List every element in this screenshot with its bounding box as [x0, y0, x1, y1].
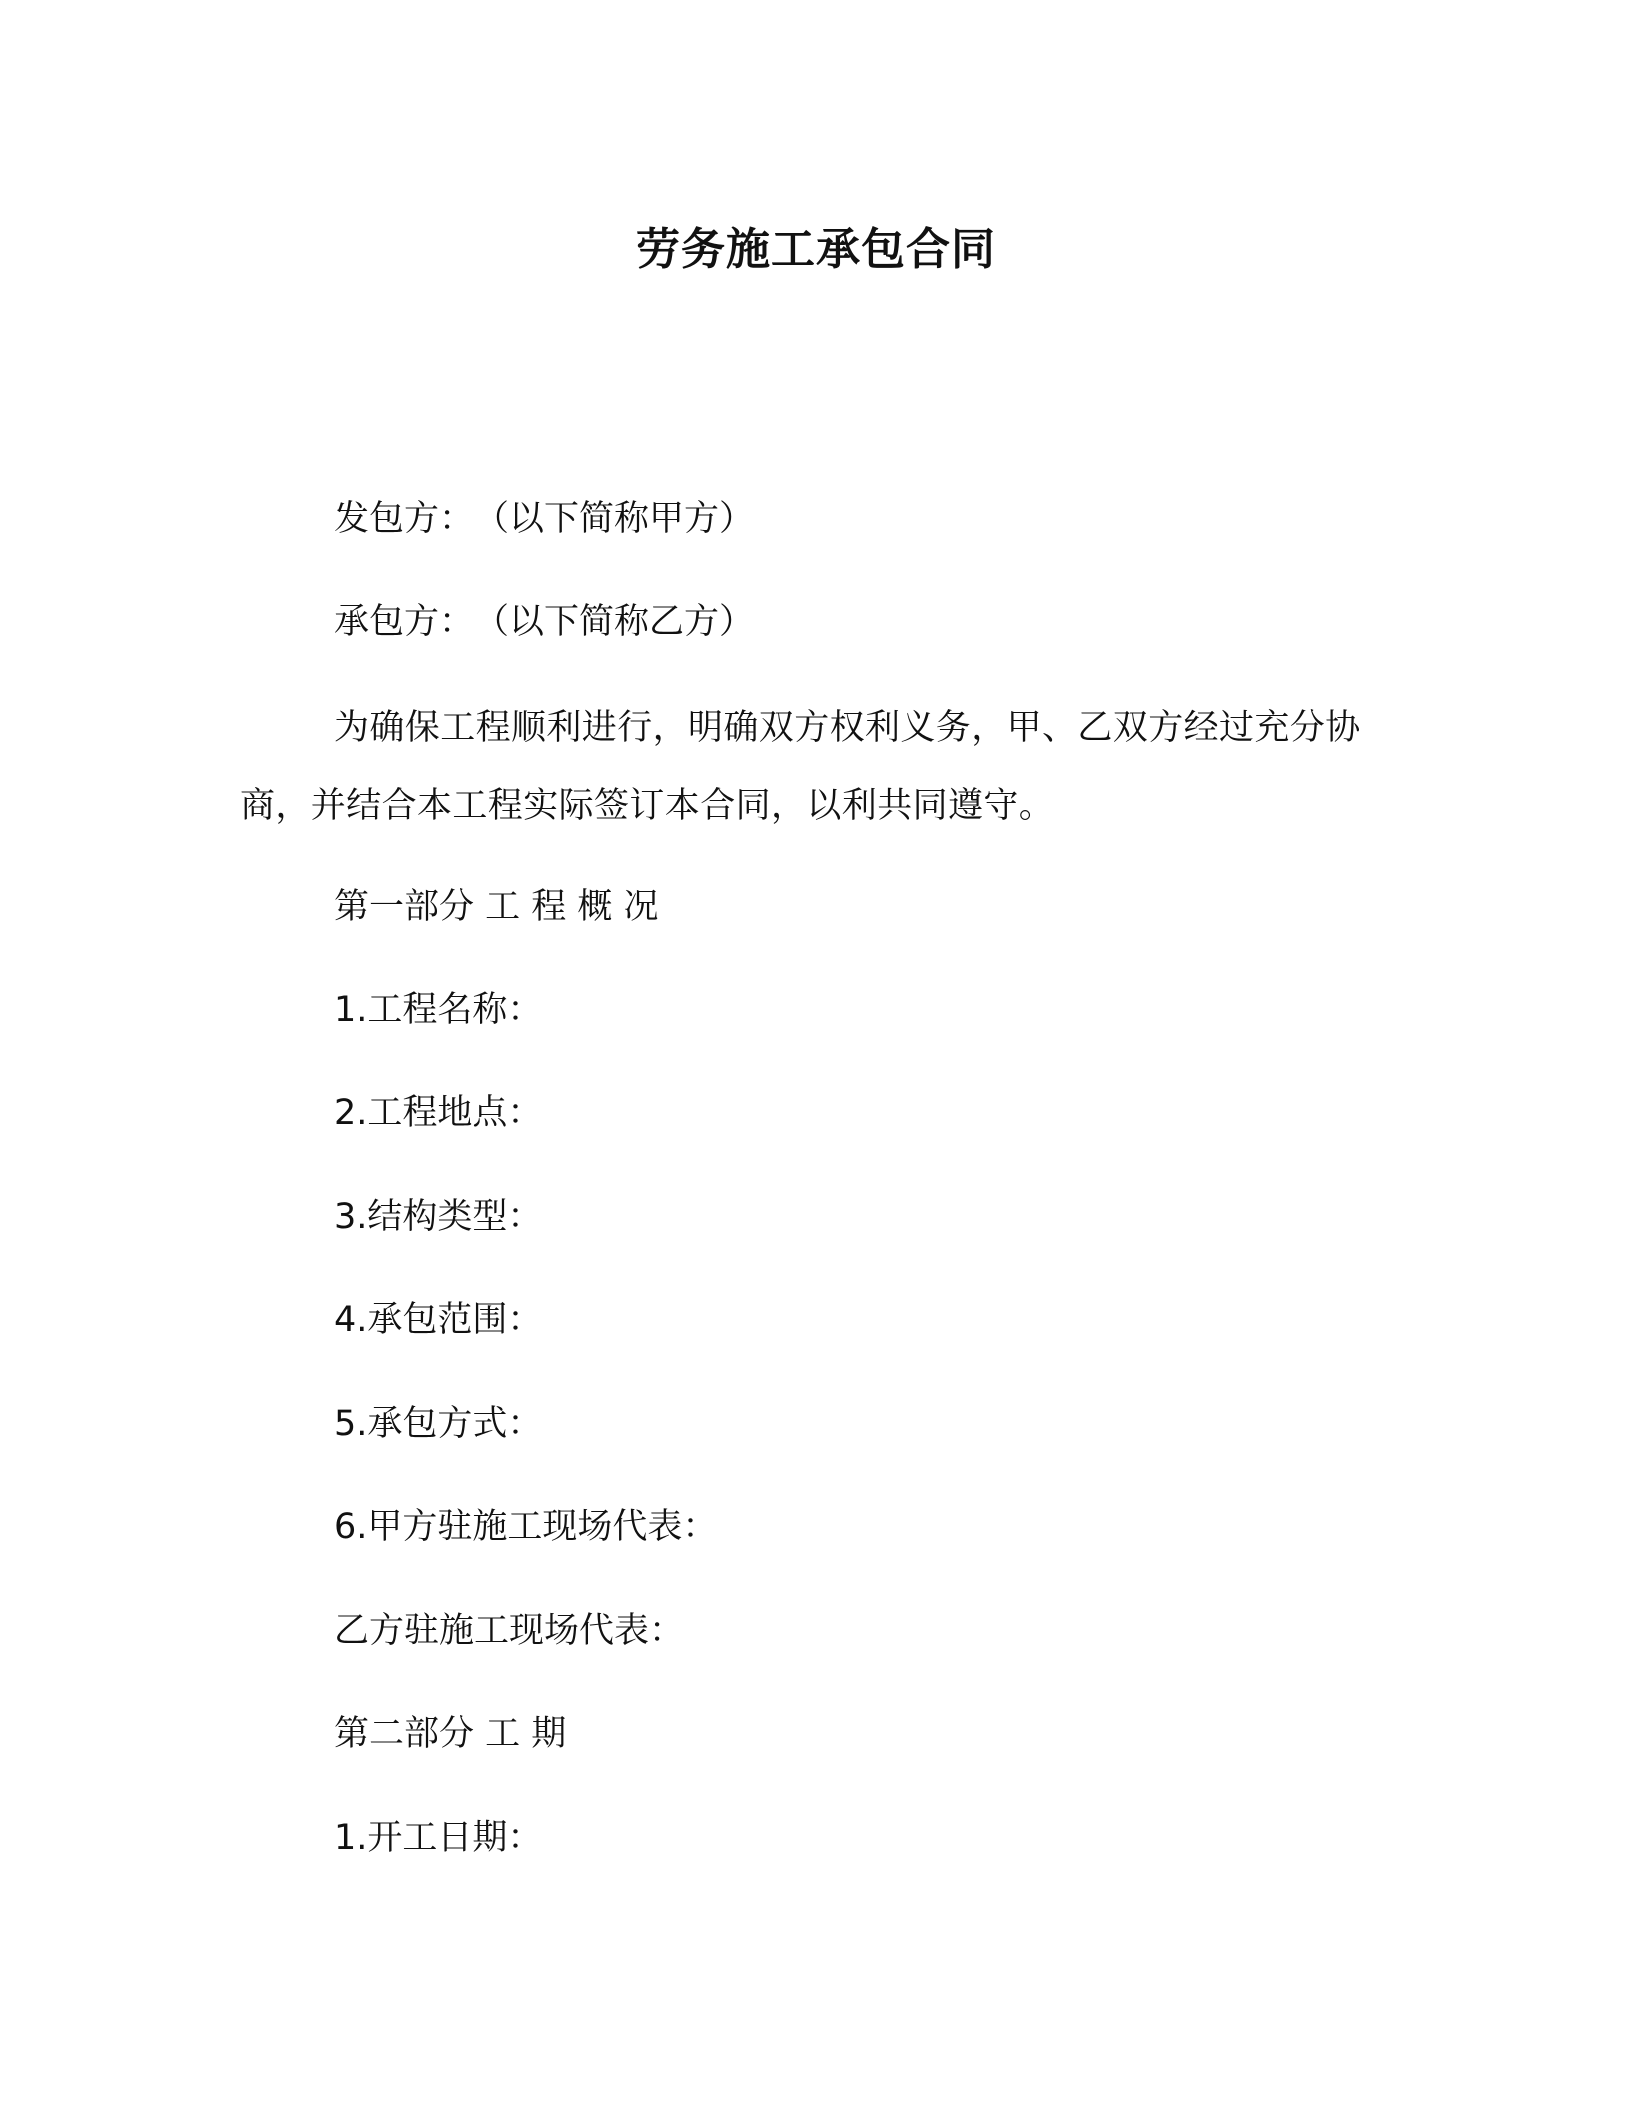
part1-item-contract-scope: 4.承包范围： — [334, 1300, 543, 1340]
part1-item-contract-method: 5.承包方式： — [334, 1404, 543, 1444]
part2-heading: 第二部分 工 期 — [334, 1714, 567, 1754]
part1-item-project-location: 2.工程地点： — [334, 1093, 543, 1133]
part1-item-project-name: 1.工程名称： — [334, 990, 543, 1030]
part1-heading: 第一部分 工 程 概 况 — [334, 887, 659, 927]
part1-item-structure-type: 3.结构类型： — [334, 1197, 543, 1237]
part1-item-party-b-rep: 乙方驻施工现场代表： — [334, 1611, 685, 1651]
party-a-line: 发包方： （以下简称甲方） — [334, 499, 755, 539]
party-b-line: 承包方： （以下简称乙方） — [334, 602, 755, 642]
part1-item-party-a-rep: 6.甲方驻施工现场代表： — [334, 1507, 718, 1547]
intro-paragraph: 为确保工程顺利进行，明确双方权利义务，甲、乙双方经过充分协商，并结合本工程实际签订本合同，以利共同遵守。 — [240, 708, 1361, 826]
document-title: 劳务施工承包合同 — [636, 224, 996, 275]
part2-item-start-date: 1.开工日期： — [334, 1818, 543, 1858]
